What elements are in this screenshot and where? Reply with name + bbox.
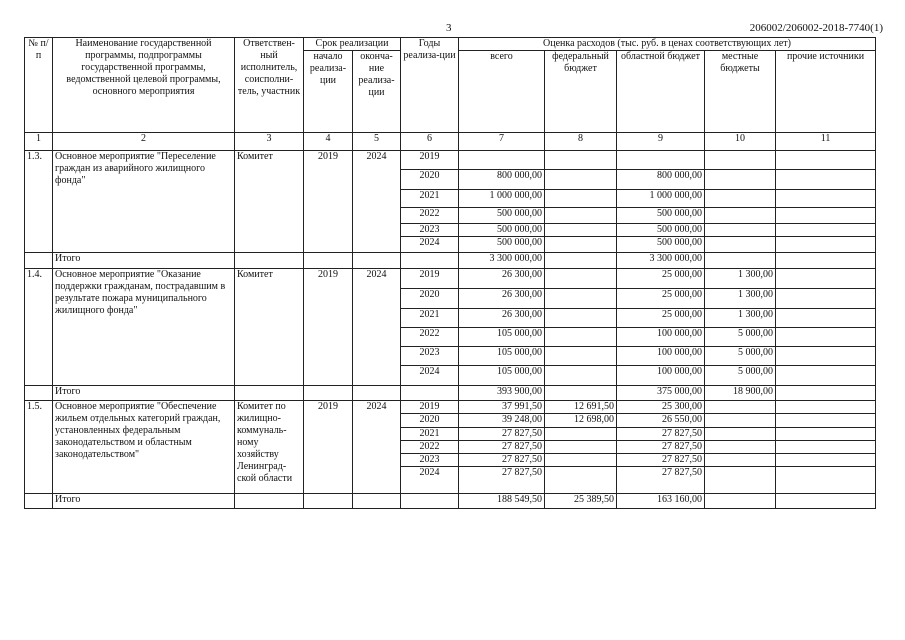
cost-local bbox=[705, 151, 776, 170]
cost-regional: 26 550,00 bbox=[617, 414, 705, 428]
cost-regional: 27 827,50 bbox=[617, 467, 705, 494]
cost-regional: 27 827,50 bbox=[617, 454, 705, 467]
total-row-spacer bbox=[304, 386, 353, 401]
responsible-executor: Комитет bbox=[235, 269, 304, 386]
cost-local bbox=[705, 224, 776, 237]
cost-local bbox=[705, 190, 776, 208]
cost-federal bbox=[545, 428, 617, 441]
total-row-spacer bbox=[401, 253, 459, 269]
total-other bbox=[776, 253, 876, 269]
table-row bbox=[25, 269, 876, 289]
cost-other bbox=[776, 190, 876, 208]
implementation-year: 2022 bbox=[401, 441, 459, 454]
implementation-year: 2024 bbox=[401, 467, 459, 494]
implementation-year: 2024 bbox=[401, 366, 459, 386]
implementation-year: 2021 bbox=[401, 309, 459, 328]
cost-other bbox=[776, 224, 876, 237]
start-year: 2019 bbox=[304, 151, 353, 253]
cost-total: 500 000,00 bbox=[459, 208, 545, 224]
cost-local: 1 300,00 bbox=[705, 289, 776, 309]
col-number: 6 bbox=[401, 133, 459, 151]
cost-regional bbox=[617, 151, 705, 170]
cost-regional: 500 000,00 bbox=[617, 224, 705, 237]
total-row bbox=[25, 253, 876, 269]
implementation-year: 2019 bbox=[401, 401, 459, 414]
cost-other bbox=[776, 347, 876, 366]
cost-other bbox=[776, 309, 876, 328]
total-row-spacer bbox=[235, 494, 304, 509]
implementation-year: 2020 bbox=[401, 170, 459, 190]
cost-other bbox=[776, 401, 876, 414]
cost-regional: 500 000,00 bbox=[617, 208, 705, 224]
responsible-executor: Комитет по жилищно-коммуналь-ному хозяйству Ленинград-ской области bbox=[235, 401, 304, 494]
header-name: Наименование государственной программы, подпрограммы государственной программы, ведомственной целевой программы, основного мероприятия bbox=[53, 38, 235, 133]
cost-regional: 25 000,00 bbox=[617, 309, 705, 328]
total-regional: 3 300 000,00 bbox=[617, 253, 705, 269]
cost-federal bbox=[545, 454, 617, 467]
implementation-year: 2023 bbox=[401, 224, 459, 237]
col-number: 9 bbox=[617, 133, 705, 151]
total-federal: 25 389,50 bbox=[545, 494, 617, 509]
cost-federal: 12 691,50 bbox=[545, 401, 617, 414]
total-total: 393 900,00 bbox=[459, 386, 545, 401]
cost-federal bbox=[545, 347, 617, 366]
cost-local bbox=[705, 170, 776, 190]
header-total: всего bbox=[459, 51, 545, 133]
implementation-year: 2020 bbox=[401, 414, 459, 428]
total-local: 18 900,00 bbox=[705, 386, 776, 401]
total-row-spacer bbox=[25, 386, 53, 401]
total-row-spacer bbox=[235, 253, 304, 269]
total-row-spacer bbox=[304, 253, 353, 269]
end-year: 2024 bbox=[353, 151, 401, 253]
cost-regional: 27 827,50 bbox=[617, 441, 705, 454]
cost-other bbox=[776, 170, 876, 190]
header-federal: федеральный бюджет bbox=[545, 51, 617, 133]
cost-total: 105 000,00 bbox=[459, 347, 545, 366]
cost-regional: 1 000 000,00 bbox=[617, 190, 705, 208]
cost-local: 5 000,00 bbox=[705, 347, 776, 366]
cost-total: 26 300,00 bbox=[459, 309, 545, 328]
item-name: Основное мероприятие "Переселение граждан из аварийного жилищного фонда" bbox=[53, 151, 235, 253]
table-body bbox=[25, 151, 876, 509]
cost-federal bbox=[545, 170, 617, 190]
total-total: 188 549,50 bbox=[459, 494, 545, 509]
header-row-1 bbox=[25, 38, 876, 51]
implementation-year: 2022 bbox=[401, 328, 459, 347]
total-row-spacer bbox=[401, 386, 459, 401]
cost-local bbox=[705, 467, 776, 494]
header-costs: Оценка расходов (тыс. руб. в ценах соответствующих лет) bbox=[459, 38, 876, 51]
cost-federal bbox=[545, 151, 617, 170]
cost-local bbox=[705, 414, 776, 428]
implementation-year: 2021 bbox=[401, 190, 459, 208]
cost-total: 27 827,50 bbox=[459, 467, 545, 494]
cost-total: 800 000,00 bbox=[459, 170, 545, 190]
cost-total: 105 000,00 bbox=[459, 328, 545, 347]
implementation-year: 2021 bbox=[401, 428, 459, 441]
cost-regional: 25 000,00 bbox=[617, 289, 705, 309]
implementation-year: 2020 bbox=[401, 289, 459, 309]
header-local: местные бюджеты bbox=[705, 51, 776, 133]
cost-other bbox=[776, 289, 876, 309]
implementation-year: 2023 bbox=[401, 454, 459, 467]
header-end: оконча-ние реализа-ции bbox=[353, 51, 401, 133]
start-year: 2019 bbox=[304, 401, 353, 494]
total-label: Итого bbox=[53, 253, 235, 269]
cost-federal bbox=[545, 467, 617, 494]
column-number-row bbox=[25, 133, 876, 151]
cost-regional: 100 000,00 bbox=[617, 347, 705, 366]
total-row-spacer bbox=[401, 494, 459, 509]
cost-total: 500 000,00 bbox=[459, 237, 545, 253]
total-row-spacer bbox=[353, 386, 401, 401]
cost-total bbox=[459, 151, 545, 170]
cost-total: 37 991,50 bbox=[459, 401, 545, 414]
item-name: Основное мероприятие "Обеспечение жильем отдельных категорий граждан, установленных федеральным законодательством и областным законодательством" bbox=[53, 401, 235, 494]
cost-other bbox=[776, 366, 876, 386]
cost-other bbox=[776, 269, 876, 289]
cost-regional: 25 300,00 bbox=[617, 401, 705, 414]
header-start: начало реализа-ции bbox=[304, 51, 353, 133]
header-responsible: Ответствен-ный исполнитель, соисполни-тель, участник bbox=[235, 38, 304, 133]
total-row bbox=[25, 386, 876, 401]
cost-other bbox=[776, 151, 876, 170]
col-number: 11 bbox=[776, 133, 876, 151]
total-federal bbox=[545, 386, 617, 401]
col-number: 4 bbox=[304, 133, 353, 151]
total-row-spacer bbox=[353, 494, 401, 509]
cost-local bbox=[705, 454, 776, 467]
cost-local bbox=[705, 237, 776, 253]
total-regional: 163 160,00 bbox=[617, 494, 705, 509]
cost-other bbox=[776, 454, 876, 467]
cost-total: 105 000,00 bbox=[459, 366, 545, 386]
col-number: 3 bbox=[235, 133, 304, 151]
cost-total: 27 827,50 bbox=[459, 441, 545, 454]
cost-regional: 100 000,00 bbox=[617, 328, 705, 347]
document-reference: 206002/206002-2018-7740(1) bbox=[749, 22, 883, 34]
col-number: 5 bbox=[353, 133, 401, 151]
start-year: 2019 bbox=[304, 269, 353, 386]
implementation-year: 2023 bbox=[401, 347, 459, 366]
cost-total: 27 827,50 bbox=[459, 454, 545, 467]
end-year: 2024 bbox=[353, 269, 401, 386]
cost-other bbox=[776, 467, 876, 494]
cost-local: 1 300,00 bbox=[705, 309, 776, 328]
total-other bbox=[776, 494, 876, 509]
implementation-year: 2019 bbox=[401, 269, 459, 289]
cost-other bbox=[776, 208, 876, 224]
cost-local bbox=[705, 208, 776, 224]
cost-other bbox=[776, 328, 876, 347]
header-other: прочие источники bbox=[776, 51, 876, 133]
cost-total: 500 000,00 bbox=[459, 224, 545, 237]
col-number: 2 bbox=[53, 133, 235, 151]
implementation-year: 2022 bbox=[401, 208, 459, 224]
total-regional: 375 000,00 bbox=[617, 386, 705, 401]
total-label: Итого bbox=[53, 494, 235, 509]
item-number: 1.3. bbox=[25, 151, 53, 253]
cost-local: 5 000,00 bbox=[705, 366, 776, 386]
header-num: № п/п bbox=[25, 38, 53, 133]
cost-regional: 25 000,00 bbox=[617, 269, 705, 289]
total-total: 3 300 000,00 bbox=[459, 253, 545, 269]
implementation-year: 2019 bbox=[401, 151, 459, 170]
total-local bbox=[705, 494, 776, 509]
cost-local: 5 000,00 bbox=[705, 328, 776, 347]
total-label: Итого bbox=[53, 386, 235, 401]
total-federal bbox=[545, 253, 617, 269]
cost-regional: 500 000,00 bbox=[617, 237, 705, 253]
cost-total: 1 000 000,00 bbox=[459, 190, 545, 208]
header-years: Годы реализа-ции bbox=[401, 38, 459, 133]
cost-regional: 100 000,00 bbox=[617, 366, 705, 386]
col-number: 7 bbox=[459, 133, 545, 151]
cost-federal bbox=[545, 224, 617, 237]
total-row-spacer bbox=[353, 253, 401, 269]
item-name: Основное мероприятие "Оказание поддержки гражданам, пострадавшим в результате пожара муниципального жилищного фонда" bbox=[53, 269, 235, 386]
cost-other bbox=[776, 428, 876, 441]
cost-federal bbox=[545, 190, 617, 208]
cost-federal bbox=[545, 289, 617, 309]
cost-federal bbox=[545, 237, 617, 253]
table-row bbox=[25, 401, 876, 414]
cost-total: 39 248,00 bbox=[459, 414, 545, 428]
col-number: 1 bbox=[25, 133, 53, 151]
item-number: 1.5. bbox=[25, 401, 53, 494]
header-term: Срок реализации bbox=[304, 38, 401, 51]
total-row-spacer bbox=[304, 494, 353, 509]
cost-federal bbox=[545, 328, 617, 347]
cost-federal bbox=[545, 366, 617, 386]
cost-other bbox=[776, 237, 876, 253]
cost-local bbox=[705, 441, 776, 454]
header-regional: областной бюджет bbox=[617, 51, 705, 133]
table-row bbox=[25, 151, 876, 170]
total-row-spacer bbox=[25, 494, 53, 509]
total-row-spacer bbox=[235, 386, 304, 401]
col-number: 8 bbox=[545, 133, 617, 151]
cost-regional: 27 827,50 bbox=[617, 428, 705, 441]
col-number: 10 bbox=[705, 133, 776, 151]
responsible-executor: Комитет bbox=[235, 151, 304, 253]
cost-other bbox=[776, 441, 876, 454]
cost-federal bbox=[545, 441, 617, 454]
cost-federal bbox=[545, 309, 617, 328]
total-local bbox=[705, 253, 776, 269]
cost-federal bbox=[545, 269, 617, 289]
page-number: 3 bbox=[446, 22, 452, 34]
cost-total: 27 827,50 bbox=[459, 428, 545, 441]
cost-total: 26 300,00 bbox=[459, 289, 545, 309]
cost-local bbox=[705, 428, 776, 441]
cost-federal: 12 698,00 bbox=[545, 414, 617, 428]
cost-other bbox=[776, 414, 876, 428]
cost-local: 1 300,00 bbox=[705, 269, 776, 289]
total-other bbox=[776, 386, 876, 401]
item-number: 1.4. bbox=[25, 269, 53, 386]
total-row-spacer bbox=[25, 253, 53, 269]
cost-total: 26 300,00 bbox=[459, 269, 545, 289]
cost-local bbox=[705, 401, 776, 414]
cost-regional: 800 000,00 bbox=[617, 170, 705, 190]
cost-federal bbox=[545, 208, 617, 224]
total-row bbox=[25, 494, 876, 509]
end-year: 2024 bbox=[353, 401, 401, 494]
budget-table bbox=[24, 37, 876, 509]
implementation-year: 2024 bbox=[401, 237, 459, 253]
